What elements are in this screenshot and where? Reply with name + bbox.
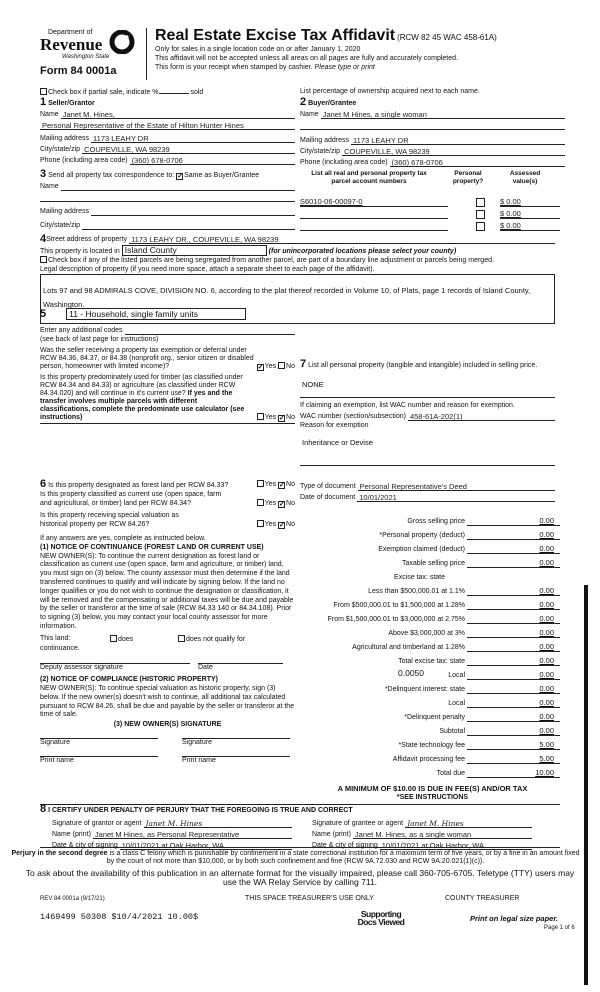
fee-label: Subtotal	[439, 728, 465, 735]
fee-row	[300, 708, 560, 722]
fee-value-field[interactable]: 0.00	[467, 614, 560, 624]
if-yes-note: If any answers are yes, complete as instructed below.	[40, 534, 206, 542]
label: This property is located in	[40, 248, 120, 255]
corr-mailing-field[interactable]	[91, 207, 295, 216]
label: Phone (including area code)	[300, 159, 388, 166]
exemption-reason-field[interactable]: Inheritance or Devise	[300, 438, 555, 466]
dor-logo	[30, 28, 140, 78]
additional-codes-field[interactable]	[125, 326, 296, 335]
fee-value-field[interactable]: 0.00	[467, 558, 560, 568]
fee-value-field[interactable]: 0.00	[467, 530, 560, 540]
legal-description-label: Legal description of property (if you need more space, attach a separate sheet to each page of the affidavit).	[40, 266, 375, 273]
continuance-text: NEW OWNER(S): To continue the current designation as forest land or classification as current use (open space, farm and agriculture, or timber) land, you must sign on (3) below. The county assessor must then determine if the land transferred continues to qualify and will indicate by signing below. If the land no longer qualifies or you do not wish to continue the designation or classification, it will be removed and the compensating or additional taxes will be due and payable by the seller or transferor at the time of sale (RCW 84.33 140 or 84.34.108). Prior to signing (3) below, you may contact your local county assessor for more information.	[40, 552, 294, 630]
label: No	[286, 481, 295, 488]
personal-property-checkbox[interactable]	[476, 210, 485, 219]
scan-edge	[584, 585, 588, 985]
form-number: Form 84 0001a	[40, 65, 117, 77]
parcel-row	[300, 195, 565, 207]
label: Name	[40, 183, 59, 190]
fee-value-field[interactable]: 0.00	[467, 600, 560, 610]
fee-label: *Personal property (deduct)	[379, 532, 465, 539]
certify-statement: I CERTIFY UNDER PENALTY OF PERJURY THAT THE FOREGOING IS TRUE AND CORRECT	[48, 807, 353, 814]
seller-name-line2-field[interactable]: Personal Representative of the Estate of Hilton Hunter Hines	[40, 121, 295, 130]
logo-state: Washington State	[62, 54, 110, 60]
header-line-1: Only for sales in a single location code on or after January 1, 2020	[155, 46, 361, 53]
perjury-text: is a class C felony which is punishable by confinement in a state correctional institution for a maximum term of five years, or by a fine in an amount fixed by the court of not more than $10,000, or by both such confinement and fine (RCW 9A.72.030 and RCW 9A.20.021(1)(c)).	[106, 850, 580, 865]
alternate-format-notice: To ask about the availability of this publication in an alternate format for the visually impaired, please call 360-705-6705. Teletype (TTY) users may use the WA Relay Service by calling 711.	[25, 868, 575, 887]
cashier-stamp: 1469499 50308 $10/4/2021 10.00$	[40, 912, 199, 922]
label: (see back of last page for instructions)	[40, 336, 159, 343]
new-owner-signature-title: (3) NEW OWNER(S) SIGNATURE	[113, 721, 222, 729]
seller-mailing-field[interactable]: 1173 LEAHY DR	[91, 134, 295, 143]
fee-label: Total due	[436, 770, 465, 777]
assessed-value-field[interactable]: $ 0.00	[500, 221, 560, 231]
fee-label: Less than $500,000.01 at 1.1%	[368, 588, 465, 595]
assessed-value-field[interactable]: $ 0.00	[500, 209, 560, 219]
fee-row	[300, 582, 560, 596]
forest-question: Is this property designated as forest land per RCW 84.33?	[48, 482, 229, 489]
same-as-buyer-checkbox[interactable]: ✓	[177, 173, 183, 180]
fee-label: Excise tax: state	[394, 574, 445, 581]
fee-value-field[interactable]: 0.00	[467, 698, 560, 708]
label: does	[118, 635, 134, 643]
continuance-title: (1) NOTICE OF CONTINUANCE (FOREST LAND OR CURRENT USE)	[40, 543, 264, 551]
q1-no-checkbox[interactable]	[278, 362, 285, 369]
label: No	[286, 499, 295, 507]
revision-number: REV 84 0001a (9/17/21)	[40, 896, 105, 902]
fee-row	[300, 694, 560, 708]
partial-sale-label: Check box if partial sale, indicate %	[48, 89, 159, 96]
label: Date & city of signing	[52, 842, 118, 849]
supporting-docs-stamp: Supporting Docs Viewed	[357, 909, 405, 927]
deputy-date-field[interactable]: Date	[198, 663, 283, 673]
label: Street address of property	[46, 236, 128, 243]
fee-label: From $1,500,000.01 to $3,000,000 at 2.75%	[327, 616, 465, 623]
section-number: 1	[40, 96, 47, 108]
fee-value-field[interactable]: 10.00	[467, 768, 560, 778]
fee-row	[300, 512, 560, 526]
header-line-3-italic: Please type or print	[314, 64, 375, 71]
fee-row	[300, 764, 560, 778]
treasurer-use-label: THIS SPACE TREASURER'S USE ONLY	[245, 895, 374, 902]
fee-label: Above $3,000,000 at 3%	[388, 630, 465, 637]
parcel-header: List all real and personal property tax parcel account numbers	[311, 170, 427, 185]
header-divider	[146, 28, 147, 80]
perjury-notice	[8, 850, 583, 866]
section-number: 4	[40, 233, 47, 245]
personal-property-checkbox[interactable]	[476, 198, 485, 207]
fee-row	[300, 624, 560, 638]
section-number: 6	[40, 478, 47, 490]
label: Yes	[264, 499, 277, 507]
parcel-row	[300, 219, 565, 231]
corr-city-field[interactable]	[82, 221, 295, 230]
legal-description-field[interactable]: Lots 97 and 98 ADMIRALS COVE, DIVISION NO. 6, according to the plat thereof recorded in Volume 10, of Plats, page 1 records of Island County, Washington.	[40, 274, 555, 324]
q1-yes-checkbox[interactable]: ✓	[257, 364, 264, 371]
q6b-yes-checkbox[interactable]	[257, 499, 264, 506]
label: Signature of grantee or agent	[312, 820, 404, 827]
parcel-number-field[interactable]	[300, 222, 448, 231]
corr-name-field[interactable]	[61, 182, 295, 191]
logo-revenue: Revenue	[40, 35, 103, 54]
historic-question: Is this property receiving special valuation as historical property per RCW 84.26?	[40, 512, 179, 529]
label: WAC number (section/subsection)	[300, 413, 406, 420]
seller-section	[40, 98, 295, 165]
use-code-select[interactable]: 11 - Household, single family units	[66, 308, 246, 320]
fee-value-field[interactable]: 0.00	[467, 628, 560, 638]
seller-city-field[interactable]: COUPEVILLE, WA 98239	[82, 145, 295, 154]
buyer-mailing-field[interactable]: 1173 LEAHY DR	[351, 136, 565, 145]
q6c-yes-checkbox[interactable]	[257, 520, 264, 527]
local-rate: 0.0050	[398, 668, 424, 678]
label: does not qualify for	[186, 635, 246, 643]
document-type-field[interactable]: Personal Representative's Deed	[358, 482, 555, 491]
compliance-title: (2) NOTICE OF COMPLIANCE (HISTORIC PROPERTY)	[40, 676, 218, 684]
fee-label: Exemption claimed (deduct)	[378, 546, 465, 553]
timber-question: Is this property predominately used for timber (as classified under RCW 84.34 and 84.33) or agriculture (as classified under RCW 84.34.020) and will continue in it's current use?	[40, 374, 243, 397]
does-not-checkbox[interactable]	[178, 635, 185, 642]
header-line-3: This form is your receipt when stamped by cashier.	[155, 64, 313, 71]
label: continuance.	[40, 644, 80, 652]
ownership-note: List percentage of ownership acquired next to each name.	[300, 88, 480, 95]
fee-row	[300, 666, 560, 680]
wac-number-field[interactable]: 458-61A-202(1)	[408, 412, 555, 421]
label: Name (print)	[52, 831, 91, 838]
label: City/state/zip	[40, 222, 81, 229]
label: Name	[300, 111, 319, 118]
personal-property-checkbox[interactable]	[476, 222, 485, 231]
section-number: 5	[40, 308, 47, 320]
label: Yes	[264, 414, 277, 421]
owner-print-name-field-1[interactable]: Print name	[40, 756, 158, 766]
buyer-name-line2-field[interactable]	[300, 121, 565, 130]
label: Mailing address	[40, 208, 90, 215]
exemption-question: Was the seller receiving a property tax exemption or deferral under RCW 84.36, 84.37, or 84.38 (nonprofit org., senior citizen or disabled person, homeowner with limited income)?	[40, 347, 254, 370]
partial-sale	[40, 88, 203, 97]
section-number: 8	[40, 803, 47, 815]
section-number: 7	[300, 358, 307, 370]
buyer-phone-field[interactable]: (360) 678-0706	[390, 158, 565, 167]
fee-label: *Delinquent interest: state	[384, 686, 465, 693]
section-number: 3	[40, 168, 47, 180]
grantor-name-field[interactable]: Janet M Hines, as Personal Representative	[93, 830, 292, 839]
fee-label: Taxable selling price	[401, 560, 465, 567]
label: If claiming an exemption, list WAC number and reason for exemption.	[300, 402, 515, 409]
segregate-checkbox[interactable]	[40, 256, 47, 263]
fee-row	[300, 680, 560, 694]
label: No	[286, 521, 295, 529]
fee-label: Affidavit processing fee	[392, 756, 465, 763]
form-title-block	[155, 27, 595, 72]
label: Signature of grantor or agent	[52, 820, 142, 827]
label: Date of document	[300, 494, 356, 501]
label: Name (print)	[312, 831, 351, 838]
county-note: (for unincorporated locations please select your county)	[268, 248, 457, 255]
owner-signature-field-2[interactable]: Signature	[182, 738, 290, 748]
logo-dept: Department of	[48, 29, 93, 36]
q2-yes-checkbox[interactable]	[257, 413, 264, 420]
label: No	[286, 363, 295, 370]
buyer-name-field[interactable]: Janet M Hines, a single woman	[321, 110, 565, 119]
q6a-no-checkbox[interactable]: ✓	[279, 482, 285, 489]
label: Enter any additional codes	[40, 327, 123, 334]
current-use-question: Is this property classified as current use (open space, farm and agricultural, or timber) land per RCW 84.34?	[40, 490, 222, 507]
assessed-value-header: Assessed value(s)	[509, 170, 541, 185]
county-select[interactable]: Island County	[122, 245, 267, 256]
fee-value-field[interactable]: 5.00	[467, 754, 560, 764]
q2-no-checkbox[interactable]: ✓	[279, 415, 285, 422]
see-instructions: *SEE INSTRUCTIONS	[396, 794, 469, 801]
label: Same as Buyer/Grantee	[184, 172, 260, 179]
label: Date & city of signing	[312, 842, 378, 849]
fee-row	[300, 554, 560, 568]
fee-label: Total excise tax: state	[398, 658, 465, 665]
fee-value-field[interactable]: 0.00	[467, 670, 560, 680]
form-title: Real Estate Excise Tax Affidavit	[155, 27, 396, 44]
legal-paper-note: Print on legal size paper.	[470, 914, 558, 923]
personal-property-header: Personal property?	[452, 170, 484, 185]
document-date-field[interactable]: 10/01/2021	[357, 493, 555, 502]
page-number: Page 1 of 6	[544, 925, 575, 931]
label: No	[286, 414, 295, 421]
minimum-due-note: A MINIMUM OF $10.00 IS DUE IN FEE(S) AND/OR TAX	[337, 784, 528, 793]
owner-signature-field-1[interactable]: Signature	[40, 738, 158, 748]
label: Yes	[264, 363, 277, 370]
q6b-no-checkbox[interactable]: ✓	[279, 500, 285, 508]
label: Yes	[264, 481, 277, 488]
label: Send all property tax correspondence to:	[48, 172, 175, 179]
county-treasurer-label: COUNTY TREASURER	[445, 895, 520, 902]
personal-property-field[interactable]: NONE	[300, 380, 555, 398]
label: This land:	[40, 634, 71, 642]
partial-sale-checkbox[interactable]	[40, 88, 47, 95]
fee-row	[300, 610, 560, 624]
property-address-field[interactable]: 1173 LEAHY DR., COUPEVILLE, WA 98239	[129, 235, 555, 244]
label: Name	[40, 111, 59, 118]
fee-label: *State technology fee	[398, 742, 465, 749]
section-number: 2	[300, 96, 307, 108]
label: List all personal property (tangible and intangible) included in selling price.	[308, 362, 538, 369]
fee-label: Agricultural and timberland at 1.28%	[352, 644, 465, 651]
fee-value-field[interactable]: 0.00	[467, 544, 560, 554]
fee-value-field[interactable]: 5.00	[467, 740, 560, 750]
grantor-signature[interactable]: Janet M. Hines	[144, 819, 292, 828]
form-rcw: (RCW 82 45 WAC 458-61A)	[397, 33, 497, 42]
fee-row	[300, 722, 560, 736]
corr-name-line2-field[interactable]	[40, 193, 295, 202]
fee-value-field[interactable]: 0.00	[467, 656, 560, 666]
label: Phone (including area code)	[40, 157, 128, 164]
fee-label: From $500,000.01 to $1,500,000 at 1.28%	[333, 602, 465, 609]
label: City/state/zip	[300, 148, 341, 155]
sold-label: sold	[190, 89, 204, 96]
label: Reason for exemption	[300, 422, 369, 429]
seller-title: Seller/Grantor	[48, 100, 95, 107]
grantee-date-city-field[interactable]: 10/01/2021 at Oak Harbor, WA	[380, 841, 532, 850]
certification-section	[40, 804, 560, 848]
parcel-number-field[interactable]	[300, 210, 448, 219]
fee-value-field[interactable]: 0.00	[467, 684, 560, 694]
deputy-assessor-signature-field[interactable]: Deputy assessor signature	[40, 663, 190, 673]
fee-value-field[interactable]: 0.00	[467, 642, 560, 652]
fee-row	[300, 638, 560, 652]
owner-print-name-field-2[interactable]: Print name	[182, 756, 290, 766]
parcel-row	[300, 207, 565, 219]
timber-question-note: If yes and the transfer involves multiple parcels with different classifications, complete the predominate use calculator (see instructions)	[40, 390, 245, 421]
assessed-value-field[interactable]: $ 0.00	[500, 197, 560, 207]
perjury-bold: Perjury in the second degree	[11, 850, 108, 857]
fee-row	[300, 596, 560, 610]
seller-name-field[interactable]: Janet M. Hines,	[61, 110, 295, 119]
seller-phone-field[interactable]: (360) 678-0706	[130, 156, 295, 165]
fee-row	[300, 568, 560, 582]
use-code-section	[40, 308, 295, 424]
fee-value-field[interactable]: 0.00	[467, 712, 560, 722]
fee-value-field[interactable]: 0.00	[467, 516, 560, 526]
buyer-title: Buyer/Grantee	[308, 100, 357, 107]
fee-row	[300, 652, 560, 666]
fee-label: Local	[448, 700, 465, 707]
buyer-city-field[interactable]: COUPEVILLE, WA 98239	[342, 147, 565, 156]
label: Check box if any of the listed parcels are being segregated from another parcel, are part of a boundary line adjustment or parcels being merged.	[48, 257, 494, 264]
parcel-table	[300, 195, 565, 231]
parcel-number-field[interactable]: S6010-06-00097-0	[300, 197, 448, 207]
fee-label: Local	[448, 672, 465, 679]
q6c-no-checkbox[interactable]: ✓	[279, 522, 285, 530]
fee-value-field[interactable]: 0.00	[467, 726, 560, 736]
fee-label: Gross selling price	[407, 518, 465, 525]
personal-property-section	[300, 360, 555, 502]
fee-row	[300, 736, 560, 750]
label: Mailing address	[40, 135, 90, 142]
grantee-signature[interactable]: Janet M. Hines	[405, 819, 532, 828]
forest-land-section	[40, 480, 295, 766]
grantor-date-city-field[interactable]: 10/01/2021 at Oak Harbor, WA	[120, 841, 292, 850]
partial-percent-field[interactable]	[159, 93, 189, 94]
label: City/state/zip	[40, 146, 81, 153]
label: Yes	[264, 521, 277, 529]
compliance-text: NEW OWNER(S): To continue special valuation as historic property, sign (3) below. If the new owner(s) doesn't wish to continue, all additional tax calculated pursuant to RCW 84.26, shall be due and payable by the seller or transferor at the time of sale.	[40, 684, 295, 719]
grantee-name-field[interactable]: Janet M. Hines, as a single woman	[353, 830, 532, 839]
buyer-section	[300, 98, 565, 167]
correspondence-section	[40, 170, 295, 230]
dor-swirl-icon	[108, 30, 136, 54]
fee-row	[300, 540, 560, 554]
fee-value-field[interactable]: 0.00	[467, 586, 560, 596]
fee-label: *Delinquent penalty	[404, 714, 465, 721]
q6a-yes-checkbox[interactable]	[257, 480, 264, 487]
header-line-2: This affidavit will not be accepted unless all areas on all pages are fully and accurately completed.	[155, 55, 458, 62]
does-checkbox[interactable]	[110, 635, 117, 642]
fee-row	[300, 526, 560, 540]
label: Mailing address	[300, 137, 350, 144]
fee-row	[300, 750, 560, 764]
label: Type of document	[300, 483, 356, 490]
